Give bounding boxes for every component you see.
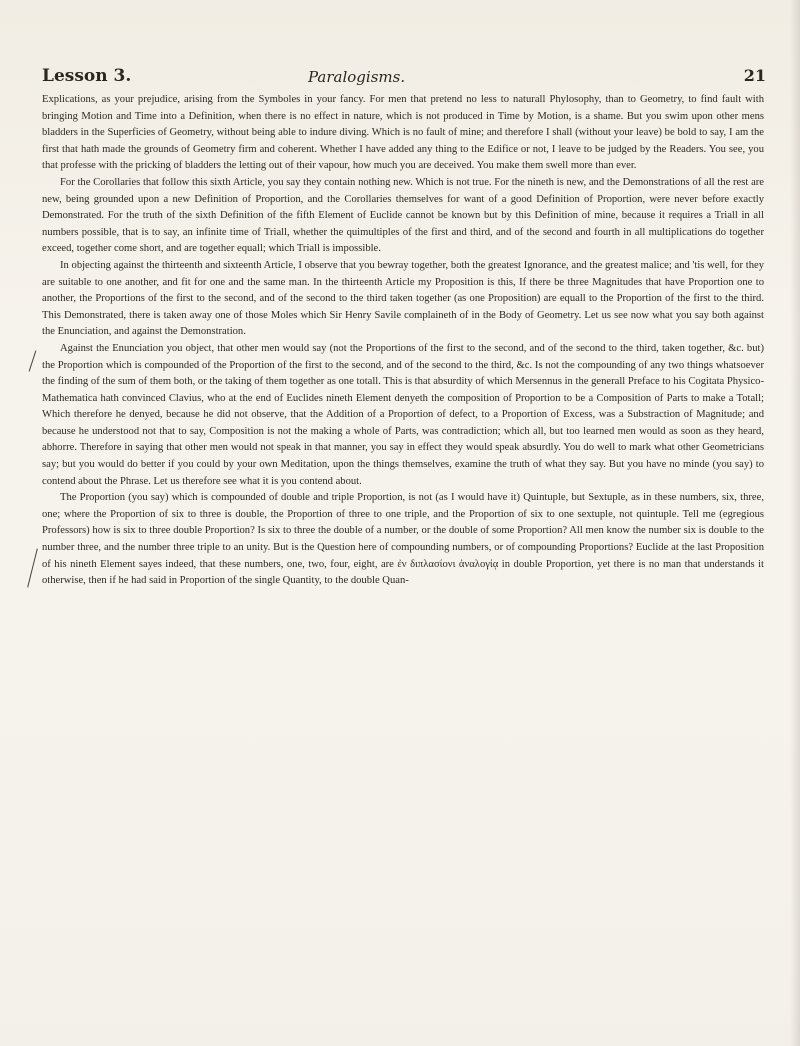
paragraph: For the Corollaries that follow this sixth Article, you say they contain nothing new. Which is not true. For the nineth is new, and the Demonstrations of all the rest are new, being grounded upon a new Definition of Proportion, and the Corollaries themselves for want of a good Definition of Proportion, were never before exactly Demonstrated. For the truth of the sixth Definition of the fifth Element of Euclide cannot be known but by this Definition of mine, because it requires a Triall in all numbers possible, that is to say, an infinite time of Triall, whether the quimultiples of the first and third, and of the second and fourth in all multiplications do together exceed, together come short, and are together equall; which Triall is impossible. <box>42 176 764 255</box>
margin-stroke <box>29 350 37 371</box>
page-number: 21 <box>743 66 766 85</box>
paragraph: The Proportion (you say) which is compounded of double and triple Proportion, is not (as I would have it) Quintuple, but Sextuple, as in these numbers, six, three, one; where the Proportion of six to three is double, the Proportion of three to one triple, and the Proportion of six to one sextuple, not quintuple. Tell me (egregious Professors) how is six to three double Proportion? Is six to three the double of a number, or the double of some Proportion? All men know the number six is double to the number three, and the number three triple to an unity. But is the Question here of compounding numbers, or of compounding Proportions? Euclide at the last Proposition of his nineth Element sayes indeed, that these numbers, one, two, four, eight, are ἐν διπλασίονι ἀναλογίᾳ in double Proportion, yet there is no man that understands it otherwise, then if he had said in Proportion of the single Quantity, to the double Quan- <box>42 492 764 587</box>
page-bottom-margin <box>0 876 800 1046</box>
margin-stroke <box>27 548 38 587</box>
binding-shadow <box>790 0 800 1046</box>
lesson-label: Lesson 3. <box>42 66 132 86</box>
paragraph: In objecting against the thirteenth and sixteenth Article, I observe that you bewray together, both the greatest Ignorance, and the greatest malice; and 'tis well, for they are suitable to one another, and fit for one and the same man. In the thirteenth Article my Proposition is this, If there be three Magnitudes that have Proportion one to another, the Proportions of the first to the second, and of the second to the third taken together (as one Proposition) are equall to the Proportion of the first to the third. This Demonstrated, there is taken away one of those Moles which Sir Henry Savile complaineth of in the Body of Geometry. Let us see now what you say both against the Enunciation, and against the Demonstration. <box>42 259 764 338</box>
page-section-title: Paralogisms. <box>308 68 406 86</box>
running-head <box>42 66 766 92</box>
paragraph: Explications, as your prejudice, arising from the Symboles in your fancy. For men that pretend no less to naturall Phylosophy, than to Geometry, to find fault with bringing Motion and Time into a Definition, when there is no effect in nature, which is not produced in Time by Motion, is a shame. But you swim upon other mens bladders in the Superficies of Geometry, without being able to indure diving. Which is no fault of mine; and therefore I shall (without your leave) be bold to say, I am the first that hath made the grounds of Geometry firm and coherent. Whether I have added any thing to the Edifice or not, I leave to be judged by the Readers. You see, you that professe with the pricking of bladders the letting out of their vapour, how much you are deceived. You make them swell more than ever. <box>42 94 764 172</box>
body-text <box>42 92 764 590</box>
paragraph: Against the Enunciation you object, that other men would say (not the Proportions of the first to the second, and of the second to the third, taken together, &c. but) the Proportion which is compounded of the Proportion of the first to the second, and of the second to the third, &c. Is not the compounding of any two things whatsoever the finding of the sum of them both, or the taking of them together as one totall. This is that absurdity of which Mersennus in the generall Preface to his Cogitata Physico-Mathematica hath convinced Clavius, who at the end of Euclides nineth Element denyeth the composition of Proportion to be a Composition of Parts to make a Totall; Which therefore he denyed, because he did not observe, that the Addition of a Proportion of defect, to a Proportion of Excess, was a Substraction of Magnitude; and because he understood not that to say, Composition is not the making a whole of Parts, was contradiction; which all, but too learned men would as soon as they heard, abhorre. Therefore in saying that other men would not speak in that manner, you say in effect they would speak absurdly. You do well to mark what other Geometricians say; but you would do better if you could by your own Meditation, upon the things themselves, examine the truth of what they say. But you have no minde (you say) to contend about the Phrase. Let us therefore see what it is you contend about. <box>42 342 764 487</box>
